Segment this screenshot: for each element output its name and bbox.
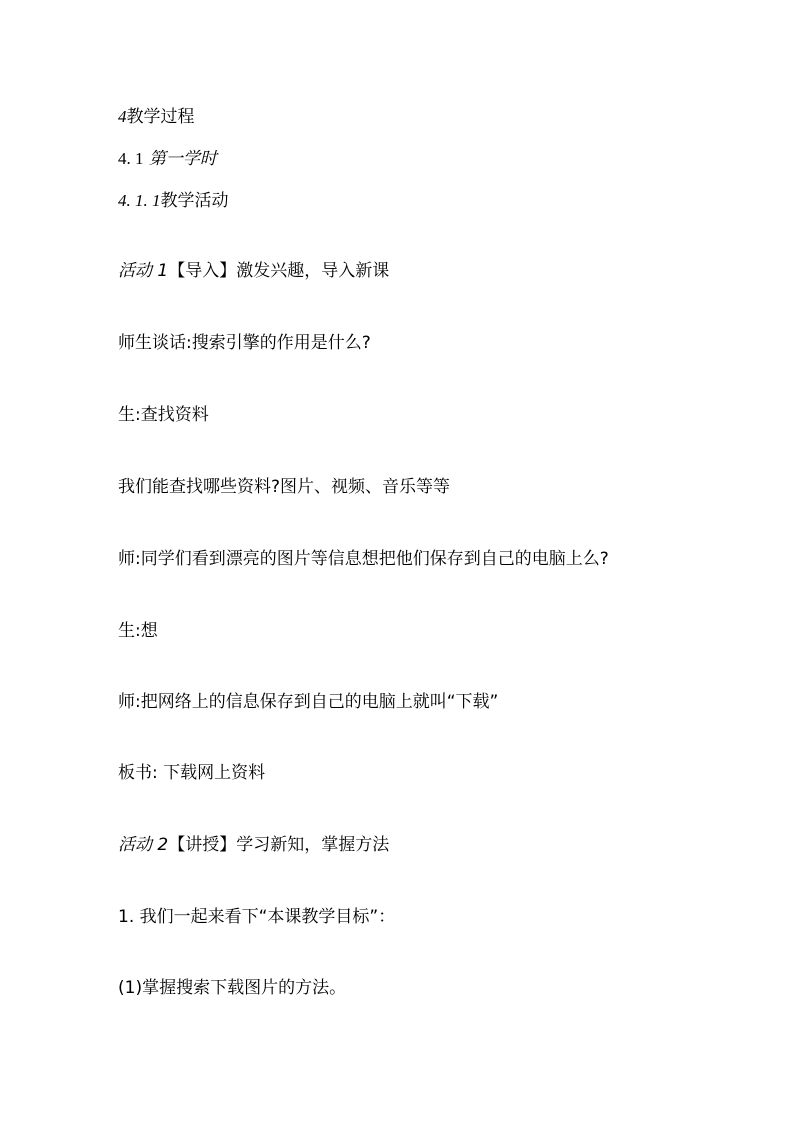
activity-tag: 【讲授】 xyxy=(168,835,237,855)
heading-title: 教学过程 xyxy=(126,107,195,127)
activity-label: 活动 1 xyxy=(118,261,169,281)
list-item: (1)掌握搜索下载图片的方法。 xyxy=(118,978,347,998)
paragraph: 师生谈话:搜索引擎的作用是什么? xyxy=(118,333,371,353)
activity-label: 活动 2 xyxy=(118,835,169,855)
activity-tag: 【导入】 xyxy=(168,261,237,281)
heading-number: 4. 1. 1 xyxy=(118,191,161,210)
heading-title: 第一学时 xyxy=(148,149,217,169)
heading-number: 4 xyxy=(118,107,127,126)
heading-title: 教学活动 xyxy=(160,191,229,211)
heading-section-4-1 xyxy=(118,148,217,170)
paragraph: 生:想 xyxy=(118,621,158,641)
paragraph: 生:查找资料 xyxy=(118,405,209,425)
activity-title: 学习新知，掌握方法 xyxy=(236,835,390,855)
activity-title: 激发兴趣，导入新课 xyxy=(236,261,390,281)
activity-2-heading xyxy=(118,834,389,856)
heading-section-4-1-1 xyxy=(118,190,229,212)
paragraph: 师:同学们看到漂亮的图片等信息想把他们保存到自己的电脑上么? xyxy=(118,549,609,569)
paragraph-blackboard: 板书: 下载网上资料 xyxy=(118,763,266,783)
activity-1-heading xyxy=(118,260,389,282)
list-item: 1. 我们一起来看下“本课教学目标”： xyxy=(118,907,396,927)
heading-number: 4. 1 xyxy=(118,149,144,168)
paragraph: 师:把网络上的信息保存到自己的电脑上就叫“下载” xyxy=(118,692,499,712)
heading-section-4 xyxy=(118,106,195,128)
paragraph: 我们能查找哪些资料?图片、视频、音乐等等 xyxy=(118,477,451,497)
